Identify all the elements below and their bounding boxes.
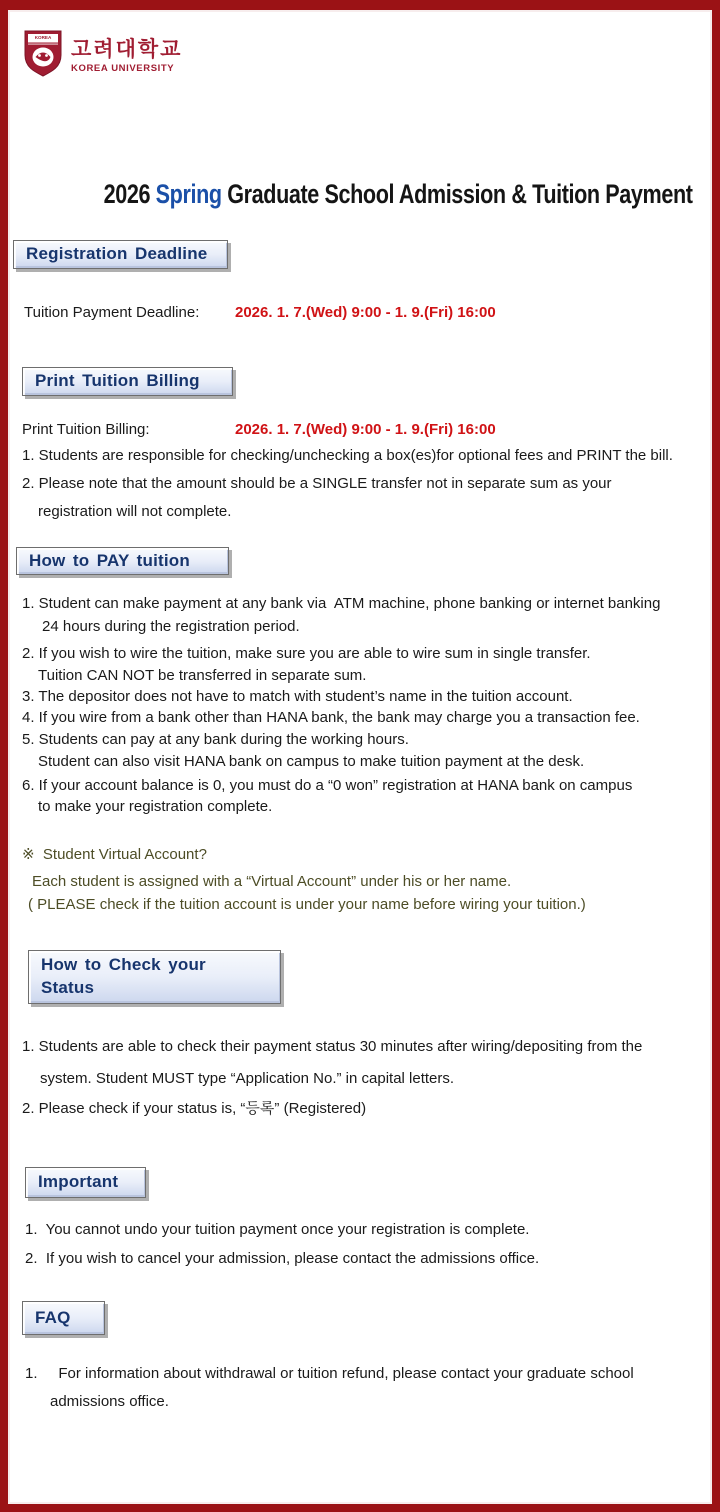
check-status-item-1-cont: system. Student MUST type “Application No.” in capital letters. (40, 1070, 455, 1087)
pay-item-3: 3. The depositor does not have to match with student’s name in the tuition account. (22, 688, 573, 705)
faq-item-1-cont: admissions office. (50, 1393, 169, 1410)
important-item-1: 1. You cannot undo your tuition payment once your registration is complete. (25, 1221, 530, 1238)
print-billing-item-1: 1. Students are responsible for checking/unchecking a box(es)for optional fees and PRINT the bill. (22, 447, 673, 464)
print-billing-label: Print Tuition Billing: (22, 421, 150, 438)
university-shield-icon (24, 30, 62, 82)
pay-item-1: 1. Student can make payment at any bank via ATM machine, phone banking or internet banking (22, 595, 661, 612)
title-part1: 2026 (103, 179, 156, 209)
virtual-account-note-line2: Each student is assigned with a “Virtual Account” under his or her name. (32, 873, 512, 890)
section-header-label: FAQ (35, 1307, 71, 1327)
virtual-account-note-line3: ( PLEASE check if the tuition account is under your name before wiring your tuition.) (28, 896, 586, 913)
faq-item-1: 1. For information about withdrawal or tuition refund, please contact your graduate school (25, 1365, 634, 1382)
section-header-faq (22, 1301, 105, 1335)
print-billing-value: 2026. 1. 7.(Wed) 9:00 - 1. 9.(Fri) 16:00 (235, 421, 496, 438)
section-header-label: How to PAY tuition (29, 550, 190, 570)
section-header-label-line2: Status (41, 978, 95, 997)
section-header-label: Print Tuition Billing (35, 371, 200, 391)
important-item-2: 2. If you wish to cancel your admission, please contact the admissions office. (25, 1250, 540, 1267)
university-name-block (71, 39, 182, 74)
section-header-check-status (28, 950, 281, 1004)
check-status-item-2: 2. Please check if your status is, “등록” (Registered) (22, 1100, 367, 1117)
section-header-how-to-pay (16, 547, 229, 575)
title-part2: Graduate School Admission & Tuition Payment (221, 179, 693, 209)
print-billing-item-2: 2. Please note that the amount should be a SINGLE transfer not in separate sum as your (22, 475, 612, 492)
title-highlight-spring: Spring (155, 179, 222, 209)
university-name-english: KOREA UNIVERSITY (71, 62, 175, 74)
section-header-label: Registration Deadline (26, 244, 208, 264)
page-title-text (104, 179, 693, 210)
section-header-print-tuition-billing (22, 367, 233, 396)
pay-item-5: 5. Students can pay at any bank during the working hours. (22, 731, 409, 748)
section-header-important (25, 1167, 146, 1198)
section-header-label-line1: How to Check your (41, 955, 206, 975)
pay-item-1-cont: 24 hours during the registration period. (42, 618, 300, 635)
print-billing-item-2-cont: registration will not complete. (38, 503, 232, 520)
pay-item-4: 4. If you wire from a bank other than HANA bank, the bank may charge you a transaction fee. (22, 709, 640, 726)
university-name-korean: 고려대학교 (71, 37, 183, 61)
pay-item-2-cont: Tuition CAN NOT be transferred in separate sum. (38, 667, 367, 684)
tuition-deadline-value: 2026. 1. 7.(Wed) 9:00 - 1. 9.(Fri) 16:00 (235, 304, 496, 321)
svg-text:KOREA: KOREA (34, 35, 52, 40)
pay-item-2: 2. If you wish to wire the tuition, make sure you are able to wire sum in single transfer. (22, 645, 591, 662)
tuition-deadline-label: Tuition Payment Deadline: (24, 304, 200, 321)
pay-item-5-cont: Student can also visit HANA bank on campus to make tuition payment at the desk. (38, 753, 585, 770)
university-logo (24, 30, 182, 82)
pay-item-6: 6. If your account balance is 0, you must do a “0 won” registration at HANA bank on campus (22, 777, 633, 794)
page-title (0, 148, 720, 241)
pay-item-6-cont: to make your registration complete. (38, 798, 273, 815)
section-header-registration-deadline (13, 240, 228, 269)
check-status-item-1: 1. Students are able to check their payment status 30 minutes after wiring/depositing from the (22, 1038, 643, 1055)
section-header-label: Important (38, 1172, 119, 1192)
virtual-account-note-title: ※ Student Virtual Account? (22, 846, 207, 863)
